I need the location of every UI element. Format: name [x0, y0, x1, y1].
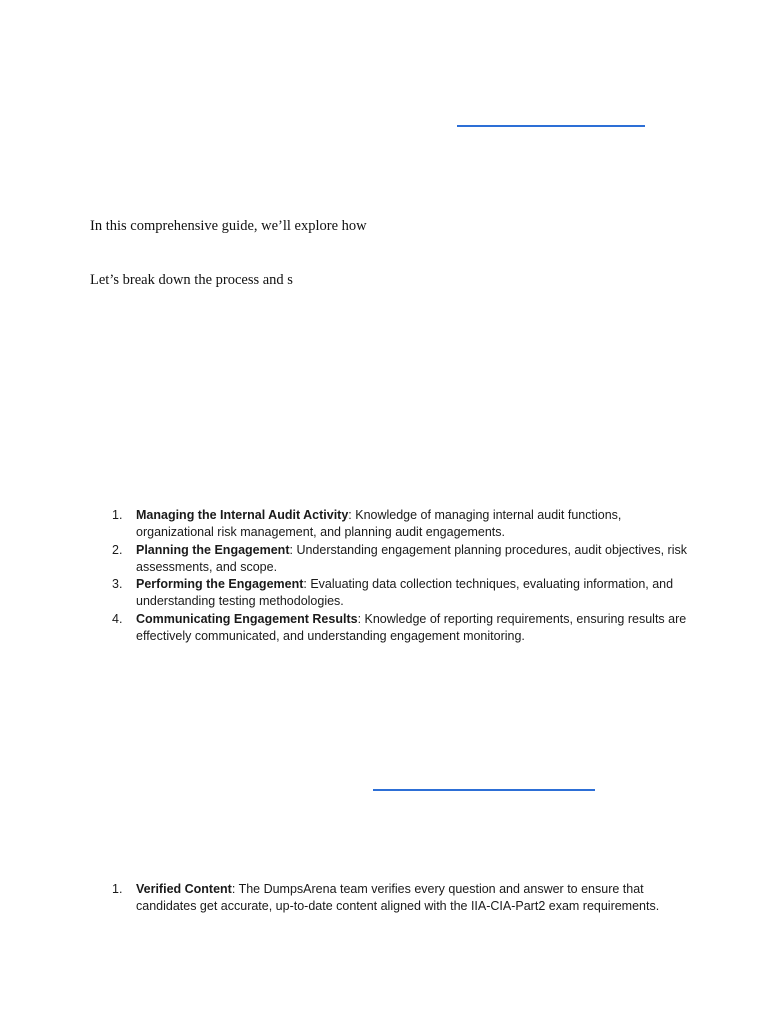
list-term: Planning the Engagement	[136, 542, 290, 557]
list-number: 1.	[112, 508, 123, 522]
list-number: 1.	[112, 882, 123, 896]
hyperlink-underline[interactable]	[373, 789, 595, 791]
hyperlink-underline[interactable]	[457, 125, 645, 127]
features-list	[112, 881, 692, 916]
list-term: Performing the Engagement	[136, 577, 304, 592]
list-term: Communicating Engagement Results	[136, 611, 358, 626]
list-number: 3.	[112, 577, 123, 592]
list-number: 2.	[112, 542, 123, 557]
list-item	[112, 507, 692, 542]
exam-domains-list	[112, 507, 692, 645]
list-text: : Knowledge of reporting requirements, ensuring results are effectively communicated, and understanding engagement monitoring.	[136, 611, 687, 644]
list-text: : Knowledge of managing internal audit functions, organizational risk management, and planning audit engagements.	[136, 508, 622, 540]
list-term: Verified Content	[136, 882, 232, 896]
breakdown-paragraph: Let’s break down the process and s	[90, 272, 293, 288]
intro-paragraph: In this comprehensive guide, we’ll explore how	[90, 218, 367, 234]
list-number: 4.	[112, 611, 123, 626]
list-item	[112, 611, 692, 646]
list-item	[112, 576, 692, 611]
list-item	[112, 542, 692, 577]
list-term: Managing the Internal Audit Activity	[136, 508, 349, 522]
list-text: : Evaluating data collection techniques, evaluating information, and understanding testing methodologies.	[136, 577, 674, 609]
list-text: : Understanding engagement planning procedures, audit objectives, risk assessments, and scope.	[136, 542, 687, 574]
list-text: : The DumpsArena team verifies every question and answer to ensure that candidates get accurate, up-to-date content aligned with the IIA-CIA-Part2 exam requirements.	[136, 882, 660, 914]
list-item	[112, 881, 692, 916]
